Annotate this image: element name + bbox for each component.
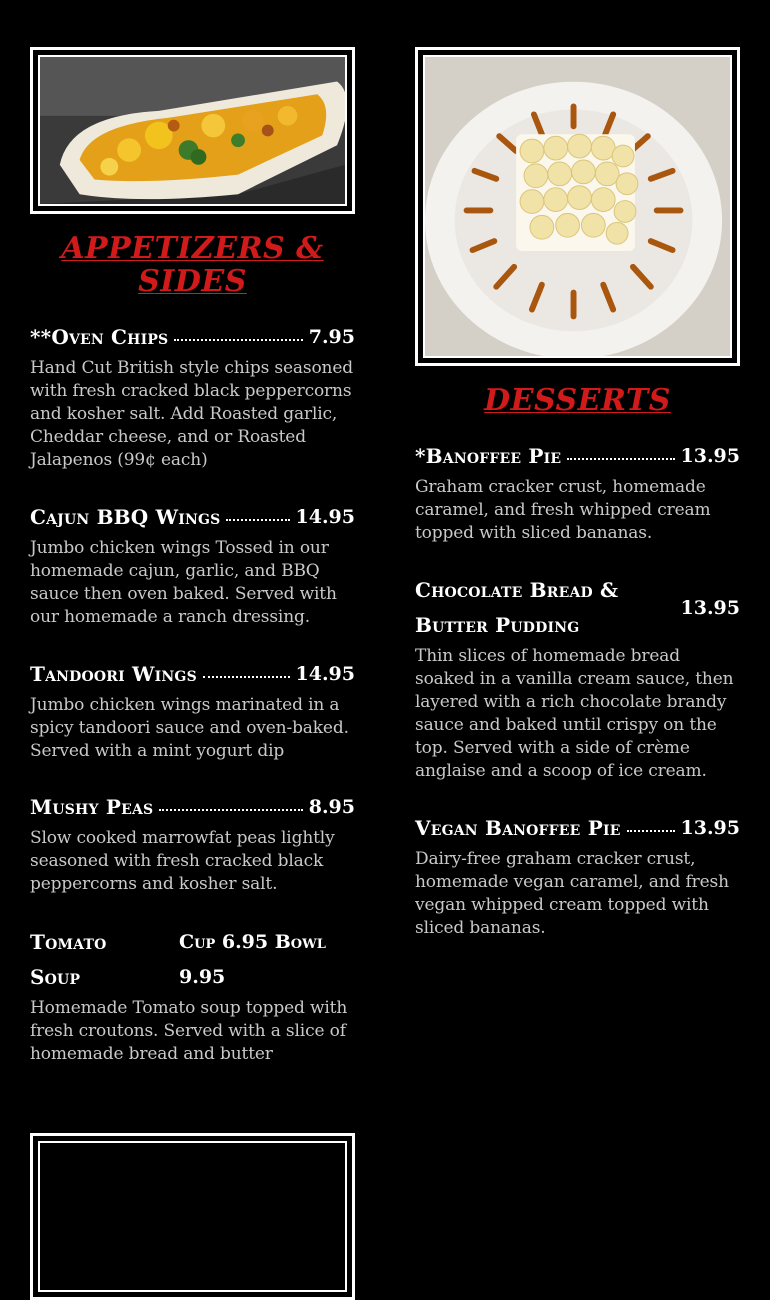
leader-dots xyxy=(203,676,290,678)
menu-item xyxy=(30,790,355,896)
leader-dots xyxy=(627,830,675,832)
menu-item-header xyxy=(30,500,355,535)
menu-item xyxy=(30,320,355,472)
menu-item-description: Jumbo chicken wings Tossed in our homemade cajun, garlic, and BBQ sauce then oven baked. Served with our homemade a ranch dressing. xyxy=(30,538,337,627)
oven-chips-photo xyxy=(38,55,347,206)
menu-item-price: 7.95 xyxy=(308,326,355,348)
menu-item-description: Thin slices of homemade bread soaked in a vanilla cream sauce, then layered with a rich chocolate brandy sauce and baked until crispy on the top. Served with a side of crème anglaise and a scoop of ice cream. xyxy=(415,646,734,781)
menu-item-price: 13.95 xyxy=(680,596,740,619)
menu-item-price: 13.95 xyxy=(680,817,740,839)
appetizers-section-title: APPETIZERS & SIDES xyxy=(61,231,324,299)
menu-item-description: Homemade Tomato soup topped with fresh croutons. Served with a slice of homemade bread and butter xyxy=(30,998,348,1064)
menu-item-header xyxy=(30,320,355,355)
menu-item-price: 8.95 xyxy=(308,796,355,818)
bottom-photo xyxy=(38,1141,347,1292)
menu-item-header xyxy=(415,573,740,643)
menu-item-header xyxy=(30,925,355,995)
menu-item-price: 13.95 xyxy=(680,445,740,467)
menu-item xyxy=(30,657,355,763)
menu-item-name: *Banoffee Pie xyxy=(415,444,562,468)
menu-item-name: Mushy Peas xyxy=(30,795,154,819)
bottom-photo-frame xyxy=(30,1133,355,1300)
menu-item-price: 14.95 xyxy=(295,506,355,528)
oven-chips-photo-frame xyxy=(30,47,355,214)
menu-item-description: Jumbo chicken wings marinated in a spicy tandoori sauce and oven-baked. Served with a mint yogurt dip xyxy=(30,695,349,761)
menu-item-description: Graham cracker crust, homemade caramel, and fresh whipped cream topped with sliced bananas. xyxy=(415,477,711,543)
menu-item xyxy=(415,573,740,783)
menu-item-price: Cup 6.95 Bowl 9.95 xyxy=(179,931,326,988)
menu-item xyxy=(30,500,355,629)
leader-dots xyxy=(174,339,302,341)
menu-item-name: **Oven Chips xyxy=(30,325,169,349)
menu-item xyxy=(415,439,740,545)
desserts-section-title: DESSERTS xyxy=(484,383,671,418)
leader-dots xyxy=(226,519,289,521)
menu-item xyxy=(30,925,355,1066)
banoffee-photo xyxy=(423,55,732,358)
banoffee-photo-frame xyxy=(415,47,740,366)
menu-item-description: Hand Cut British style chips seasoned with fresh cracked black peppercorns and kosher salt. Add Roasted garlic, Cheddar cheese, and or Roasted Jalapenos (99¢ each) xyxy=(30,358,353,470)
menu-item-header xyxy=(415,811,740,846)
menu-item-header xyxy=(30,790,355,825)
menu-item-name: Tomato Soup xyxy=(30,930,107,989)
menu-item-header xyxy=(30,657,355,692)
menu-item-name: Cajun BBQ Wings xyxy=(30,505,221,529)
menu-item-header xyxy=(415,439,740,474)
leader-dots xyxy=(159,809,302,811)
menu-item-description: Slow cooked marrowfat peas lightly seasoned with fresh cracked black peppercorns and kosher salt. xyxy=(30,828,335,894)
menu-item-price: 14.95 xyxy=(295,663,355,685)
menu-item-name: Tandoori Wings xyxy=(30,662,197,686)
menu-item xyxy=(415,811,740,940)
leader-dots xyxy=(567,458,674,460)
menu-item-name: Vegan Banoffee Pie xyxy=(415,816,621,840)
menu-item-name: Chocolate Bread & Butter Pudding xyxy=(415,578,619,637)
menu-item-description: Dairy-free graham cracker crust, homemade vegan caramel, and fresh vegan whipped cream topped with sliced bananas. xyxy=(415,849,729,938)
